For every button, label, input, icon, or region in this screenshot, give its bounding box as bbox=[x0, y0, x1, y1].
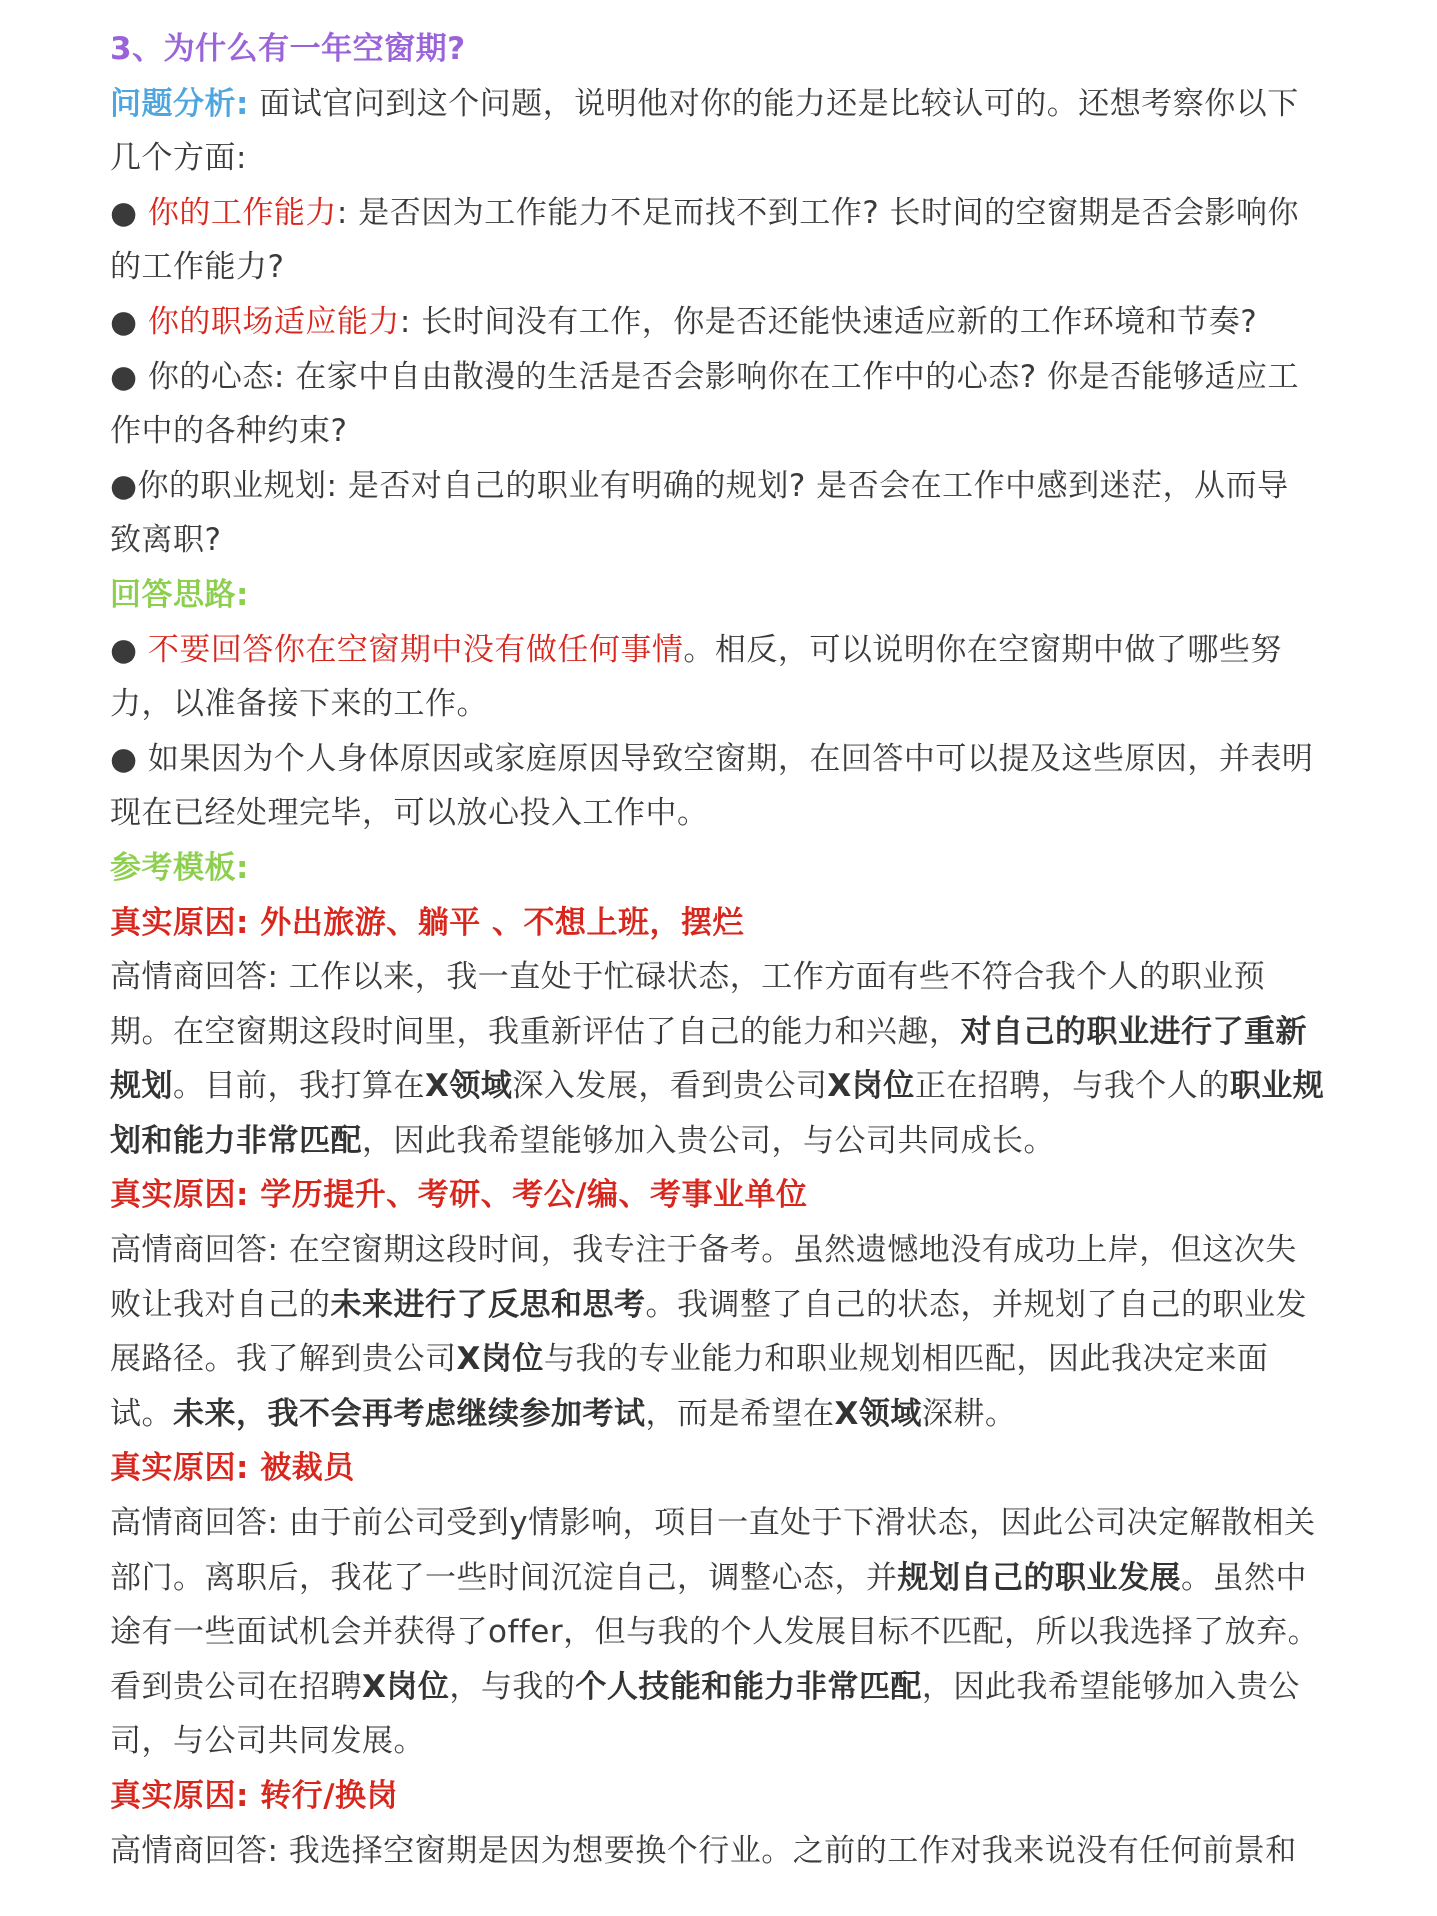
approach-label: 回答思路: bbox=[110, 576, 249, 613]
case-reason: 真实原因: 外出旅游、躺平 、不想上班，摆烂 bbox=[110, 904, 744, 941]
case-answer-line bbox=[110, 1114, 1357, 1169]
analysis-point-3-cont: 作中的各种约束? bbox=[110, 413, 348, 450]
answer-text: 看到贵公司在招聘 bbox=[110, 1668, 362, 1705]
answer-text: 。虽然中 bbox=[1181, 1559, 1307, 1596]
case-answer-line bbox=[110, 1332, 1357, 1387]
approach-point-2: ● 如果因为个人身体原因或家庭原因导致空窗期，在回答中可以提及这些原因，并表明 bbox=[110, 740, 1314, 777]
point-keyword: 你的职场适应能力 bbox=[147, 303, 400, 340]
bullet: ● bbox=[110, 194, 148, 231]
analysis-line-2: 几个方面: bbox=[110, 140, 247, 177]
answer-text: ，与我的 bbox=[449, 1668, 576, 1705]
answer-text: 高情商回答: 我选择空窗期是因为想要换个行业。之前的工作对我来说没有任何前景和 bbox=[110, 1832, 1297, 1869]
answer-text: 深入发展，看到贵公司 bbox=[512, 1068, 828, 1105]
answer-emphasis: 职业规 bbox=[1229, 1068, 1325, 1105]
point-text: : 长时间没有工作，你是否还能快速适应新的工作环境和节奏? bbox=[399, 303, 1258, 340]
analysis-point-4-cont: 致离职? bbox=[110, 522, 222, 559]
answer-text: 高情商回答: 由于前公司受到y情影响，项目一直处于下滑状态，因此公司决定解散相关 bbox=[110, 1505, 1316, 1542]
case-answer-line bbox=[110, 1059, 1357, 1114]
case-reason: 真实原因: 被裁员 bbox=[110, 1450, 355, 1487]
answer-emphasis: 划和能力非常匹配 bbox=[110, 1122, 362, 1159]
bullet: ● bbox=[110, 631, 148, 668]
analysis-point-2 bbox=[110, 295, 1357, 350]
answer-text: 展路径。我了解到贵公司 bbox=[110, 1341, 457, 1378]
answer-text: 部门。离职后，我花了一些时间沉淀自己，调整心态，并 bbox=[110, 1559, 898, 1596]
answer-emphasis: 规划自己的职业发展 bbox=[897, 1559, 1181, 1596]
answer-text: 。我调整了自己的状态，并规划了自己的职业发 bbox=[645, 1286, 1307, 1323]
case-answer-line bbox=[110, 1714, 1357, 1769]
answer-text: 司，与公司共同发展。 bbox=[110, 1723, 425, 1760]
answer-emphasis: X岗位 bbox=[362, 1668, 450, 1705]
analysis-line-1 bbox=[110, 77, 1357, 132]
answer-text: 高情商回答: 在空窗期这段时间，我专注于备考。虽然遗憾地没有成功上岸，但这次失 bbox=[110, 1232, 1297, 1269]
section-title: 3、为什么有一年空窗期? bbox=[110, 31, 466, 67]
approach-point-2-cont: 现在已经处理完毕，可以放心投入工作中。 bbox=[110, 795, 709, 832]
case-reason: 真实原因: 学历提升、考研、考公/编、考事业单位 bbox=[110, 1177, 808, 1214]
bullet: ● bbox=[110, 303, 148, 340]
answer-emphasis: X岗位 bbox=[456, 1341, 544, 1378]
analysis-label: 问题分析: bbox=[110, 85, 249, 122]
answer-text: 。目前，我打算在 bbox=[173, 1068, 425, 1105]
answer-emphasis: 规划 bbox=[110, 1068, 173, 1105]
answer-text: 与我的专业能力和职业规划相匹配，因此我决定来面 bbox=[543, 1341, 1269, 1378]
case-reason: 真实原因: 转行/换岗 bbox=[110, 1778, 399, 1814]
point-text: 。相反，可以说明你在空窗期中做了哪些努 bbox=[683, 631, 1282, 668]
analysis-point-1-cont: 的工作能力? bbox=[110, 249, 285, 286]
answer-text: 败让我对自己的 bbox=[110, 1286, 331, 1323]
analysis-text: 面试官问到这个问题，说明他对你的能力还是比较认可的。还想考察你以下 bbox=[248, 85, 1299, 122]
answer-emphasis: 未来进行了反思和思考 bbox=[330, 1286, 646, 1323]
point-text: : 是否因为工作能力不足而找不到工作? 长时间的空窗期是否会影响你 bbox=[336, 194, 1300, 231]
case-answer-line bbox=[110, 1387, 1357, 1442]
answer-emphasis: 对自己的职业进行了重新 bbox=[960, 1013, 1307, 1050]
answer-text: 试。 bbox=[110, 1395, 173, 1432]
answer-text: ，因此我希望能够加入贵公 bbox=[921, 1668, 1300, 1705]
answer-text: 正在招聘，与我个人的 bbox=[914, 1068, 1230, 1105]
answer-emphasis: X领域 bbox=[834, 1395, 922, 1432]
template-label: 参考模板: bbox=[110, 849, 249, 886]
answer-text: 途有一些面试机会并获得了offer，但与我的个人发展目标不匹配，所以我选择了放弃。 bbox=[110, 1614, 1320, 1651]
analysis-point-1 bbox=[110, 186, 1357, 241]
answer-text: 高情商回答: 工作以来，我一直处于忙碌状态，工作方面有些不符合我个人的职业预 bbox=[110, 959, 1266, 996]
approach-point-1-cont: 力，以准备接下来的工作。 bbox=[110, 686, 488, 723]
answer-emphasis: 未来，我不会再考虑继续参加考试 bbox=[173, 1395, 646, 1432]
answer-text: 深耕。 bbox=[921, 1395, 1017, 1432]
answer-emphasis: X岗位 bbox=[827, 1068, 915, 1105]
point-keyword: 不要回答你在空窗期中没有做任何事情 bbox=[147, 631, 684, 668]
analysis-point-4: ●你的职业规划: 是否对自己的职业有明确的规划? 是否会在工作中感到迷茫，从而导 bbox=[110, 467, 1289, 504]
case-answer-line bbox=[110, 1660, 1357, 1715]
case-answer-line bbox=[110, 1605, 1357, 1660]
answer-emphasis: X领域 bbox=[425, 1068, 513, 1105]
answer-text: 期。在空窗期这段时间里，我重新评估了自己的能力和兴趣， bbox=[110, 1013, 961, 1050]
answer-emphasis: 个人技能和能力非常匹配 bbox=[575, 1668, 922, 1705]
case-answer-line bbox=[110, 1005, 1357, 1060]
case-answer-line bbox=[110, 1223, 1357, 1278]
answer-text: ，而是希望在 bbox=[645, 1395, 835, 1432]
case-answer-line bbox=[110, 1824, 1357, 1879]
case-answer-line bbox=[110, 1496, 1357, 1551]
case-answer-line bbox=[110, 950, 1357, 1005]
point-keyword: 你的工作能力 bbox=[147, 194, 337, 231]
case-answer-line bbox=[110, 1551, 1357, 1606]
analysis-point-3: ● 你的心态: 在家中自由散漫的生活是否会影响你在工作中的心态? 你是否能够适应工 bbox=[110, 358, 1300, 395]
answer-text: ，因此我希望能够加入贵公司，与公司共同成长。 bbox=[362, 1122, 1055, 1159]
approach-point-1 bbox=[110, 623, 1357, 678]
case-answer-line bbox=[110, 1278, 1357, 1333]
